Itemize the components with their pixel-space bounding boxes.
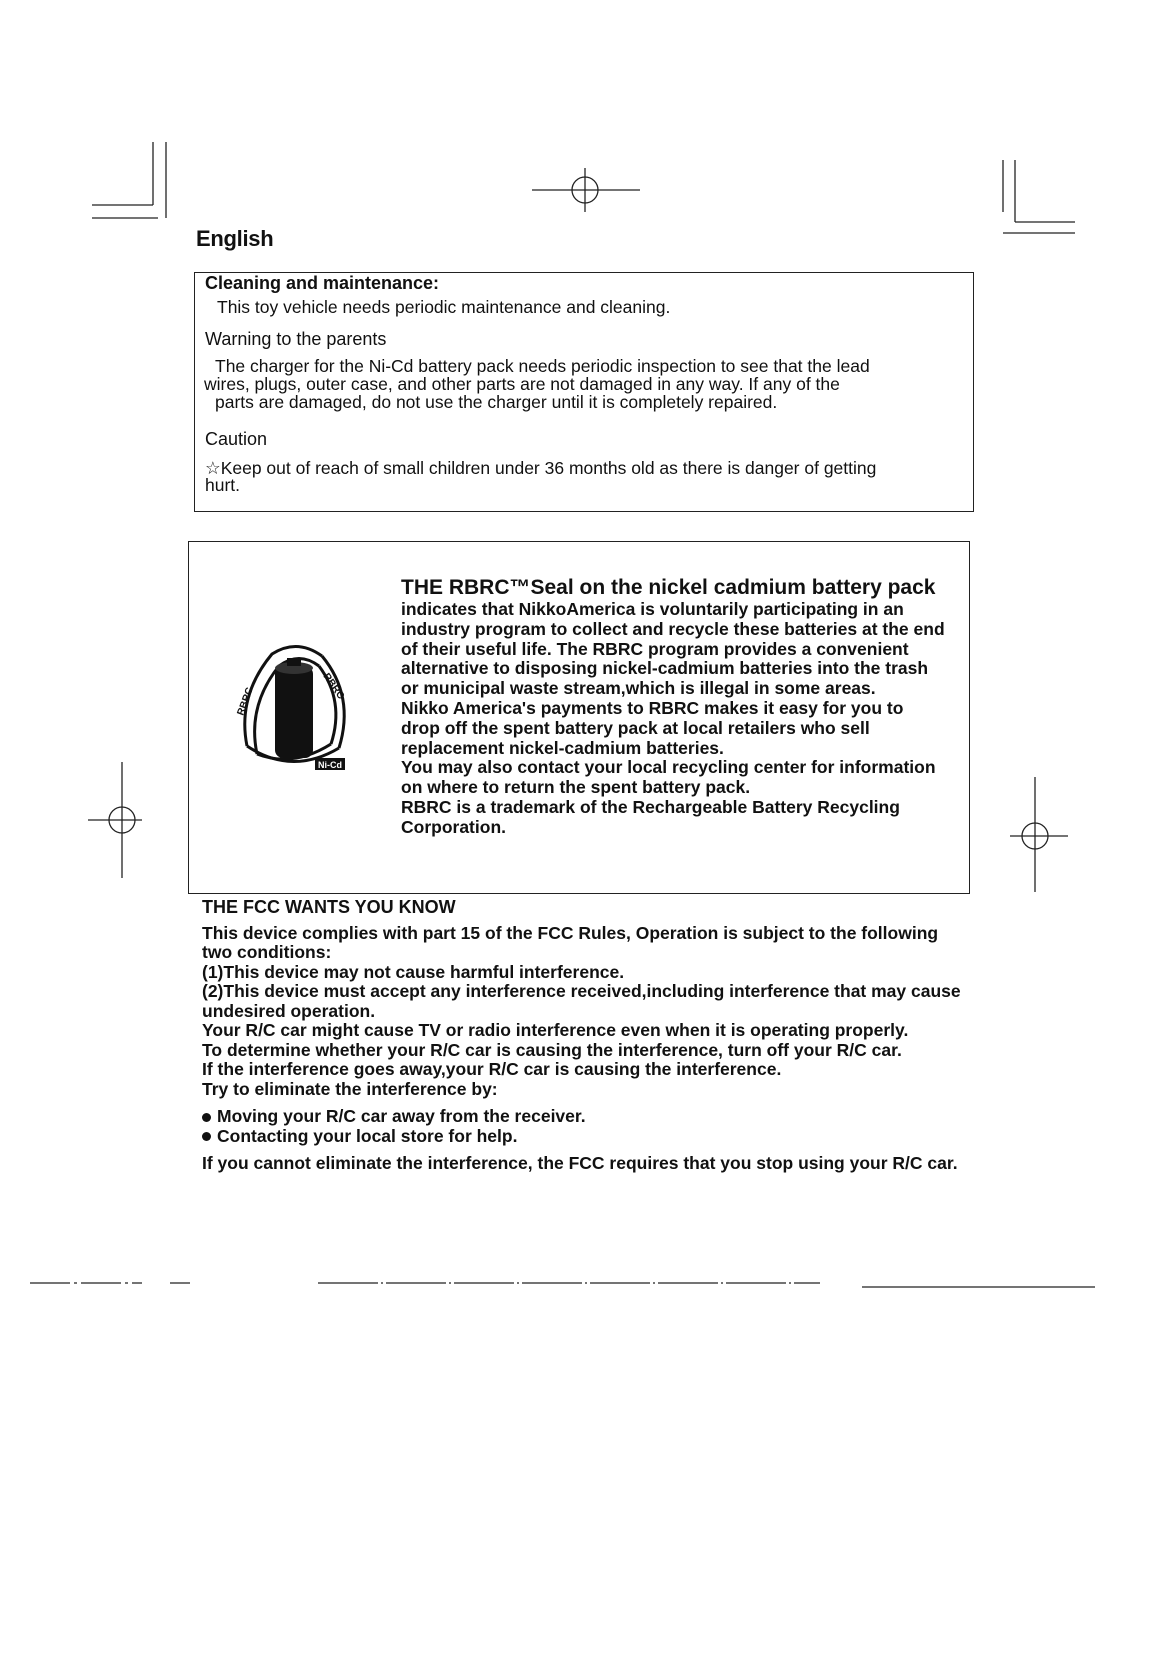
warning-heading: Warning to the parents [205, 329, 387, 349]
logo-label: RBRC [320, 671, 347, 702]
caution-heading: Caution [205, 429, 268, 449]
bullet-icon [202, 1132, 211, 1141]
fcc-bullet-item: Contacting your local store for help. [202, 1127, 962, 1147]
fcc-title: THE FCC WANTS YOU KNOW [202, 897, 456, 917]
logo-label: Ni-Cd [318, 760, 342, 770]
fcc-intro: This device complies with part 15 of the FCC Rules, Operation is subject to the following two conditions: [202, 922, 939, 962]
fcc-condition: (2)This device must accept any interference received,including interference that may cause undesired operation. [202, 981, 961, 1021]
care-box [194, 272, 974, 512]
rbrc-paragraph: Nikko America's payments to RBRC makes it easy for you to drop off the spent battery pack at local retailers who sell replacement nickel-cadmium batteries. [401, 697, 904, 758]
fcc-line: Your R/C car might cause TV or radio interference even when it is operating properly. [202, 1020, 909, 1040]
fcc-closing: If you cannot eliminate the interference, the FCC requires that you stop using your R/C car. [202, 1153, 958, 1173]
warning-line: wires, plugs, outer case, and other parts are not damaged in any way. If any of the [204, 374, 840, 394]
rbrc-paragraph: indicates that NikkoAmerica is voluntarily participating in an industry program to collect and recycle these batteries at the end of their useful life. The RBRC program provides a convenient alternative to disposing nickel-cadmium batteries into the trash or municipal waste stream,which is illegal in some areas. [401, 599, 945, 699]
warning-line: parts are damaged, do not use the charger until it is completely repaired. [215, 392, 778, 412]
cleaning-text: This toy vehicle needs periodic maintenance and cleaning. [217, 297, 671, 317]
bullet-icon [202, 1113, 211, 1122]
warning-line: The charger for the Ni-Cd battery pack needs periodic inspection to see that the lead [215, 356, 870, 376]
fcc-section [202, 898, 962, 1174]
fcc-bullet-item: Moving your R/C car away from the receiver. [202, 1107, 962, 1127]
rbrc-text-block [401, 576, 946, 838]
caution-line: hurt. [205, 475, 241, 495]
fcc-line: To determine whether your R/C car is causing the interference, turn off your R/C car. [202, 1039, 902, 1060]
section-language-heading: English [196, 226, 274, 251]
rbrc-recycling-seal-icon [227, 636, 357, 786]
fcc-line: If the interference goes away,your R/C car is causing the interference. [202, 1059, 782, 1079]
fcc-line: Try to eliminate the interference by: [202, 1078, 498, 1099]
rbrc-paragraph: RBRC is a trademark of the Rechargeable Battery Recycling Corporation. [401, 796, 900, 837]
logo-label: RBRC [235, 686, 256, 718]
fcc-condition: (1)This device may not cause harmful interference. [202, 961, 625, 982]
caution-line: ☆Keep out of reach of small children under 36 months old as there is danger of getting [205, 458, 877, 478]
rbrc-title: THE RBRC™Seal on the nickel cadmium battery pack [401, 576, 936, 599]
cleaning-heading: Cleaning and maintenance: [205, 273, 440, 293]
rbrc-box [188, 541, 970, 894]
rbrc-paragraph: You may also contact your local recycling center for information on where to return the spent battery pack. [401, 757, 936, 798]
